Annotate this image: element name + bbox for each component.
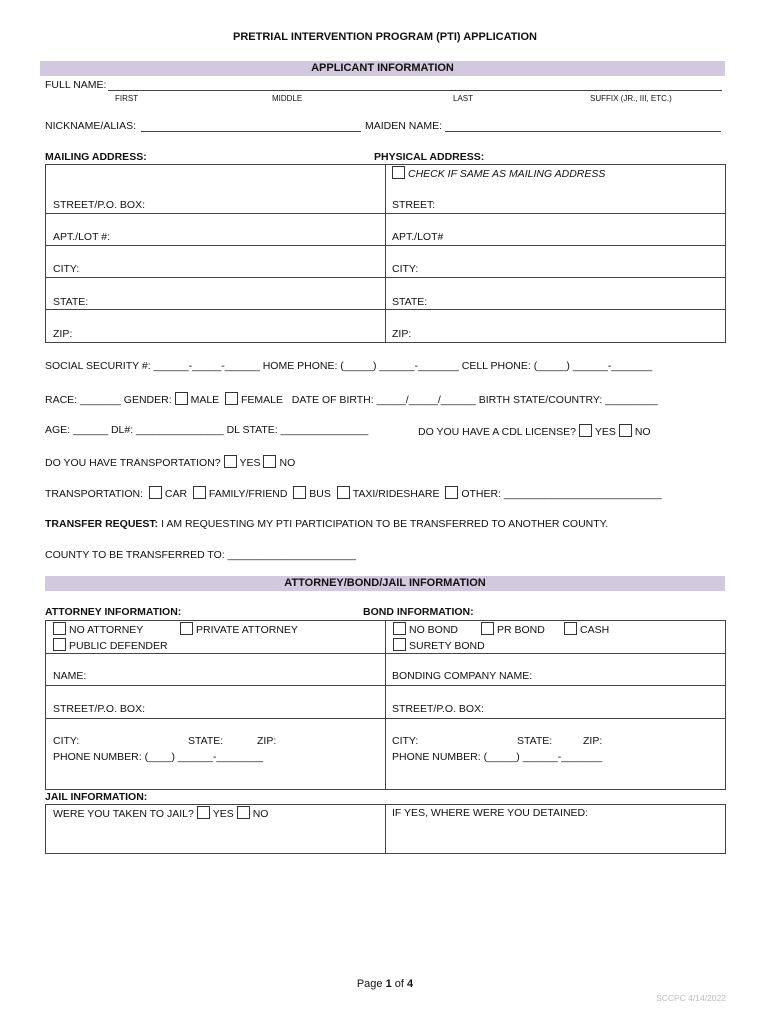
age-dl-line[interactable]: AGE: ______ DL#: _______________ DL STATE: _______________ [45, 424, 369, 436]
female-checkbox[interactable] [225, 392, 238, 405]
taxi-checkbox[interactable] [337, 486, 350, 499]
attorney-state-field[interactable]: STATE: [188, 735, 224, 747]
bond-street-field[interactable]: STREET/P.O. BOX: [392, 703, 484, 715]
bus-label: BUS [309, 488, 331, 500]
no-attorney-option[interactable] [53, 622, 143, 636]
full-name-field[interactable] [108, 90, 722, 91]
transfer-request-label: TRANSFER REQUEST: [45, 518, 159, 530]
cash-bond-option[interactable] [564, 622, 609, 636]
row-divider [45, 653, 725, 654]
female-label: FEMALE [241, 394, 284, 406]
transport-no-label: NO [279, 457, 296, 469]
physical-city-field[interactable]: CITY: [392, 263, 419, 275]
maiden-name-field[interactable] [445, 131, 721, 132]
row-divider [45, 277, 725, 278]
no-attorney-checkbox[interactable] [53, 622, 66, 635]
same-as-mailing-label: CHECK IF SAME AS MAILING ADDRESS [408, 168, 606, 180]
ssn-phone-line[interactable]: SOCIAL SECURITY #: ______-_____-______ HOME PHONE: (_____) ______-_______ CELL PHONE: (_____) ______-_______ [45, 360, 653, 372]
attorney-info-header: ATTORNEY INFORMATION: [45, 606, 182, 618]
transfer-request-line [45, 518, 608, 530]
surety-bond-label: SURETY BOND [409, 640, 485, 652]
jail-yes-label: YES [212, 808, 234, 820]
surety-bond-option[interactable] [393, 638, 485, 652]
transport-question-label: DO YOU HAVE TRANSPORTATION? [45, 457, 221, 469]
no-bond-checkbox[interactable] [393, 622, 406, 635]
private-attorney-label: PRIVATE ATTORNEY [196, 624, 298, 636]
public-defender-checkbox[interactable] [53, 638, 66, 651]
form-title: PRETRIAL INTERVENTION PROGRAM (PTI) APPLICATION [233, 31, 537, 43]
cdl-no-checkbox[interactable] [619, 424, 632, 437]
row-divider [45, 213, 725, 214]
jail-question-label: WERE YOU TAKEN TO JAIL? [53, 808, 194, 820]
cdl-yes-label: YES [594, 426, 616, 438]
transportation-label: TRANSPORTATION: [45, 488, 144, 500]
private-attorney-option[interactable] [180, 622, 298, 636]
jail-no-checkbox[interactable] [237, 806, 250, 819]
bond-city-field[interactable]: CITY: [392, 735, 419, 747]
cdl-no-label: NO [634, 426, 651, 438]
mailing-apt-field[interactable]: APT./LOT #: [53, 231, 110, 243]
bonding-company-field[interactable]: BONDING COMPANY NAME: [392, 670, 533, 682]
dob-birthplace-field[interactable]: DATE OF BIRTH: _____/_____/______ BIRTH STATE/COUNTRY: _________ [291, 394, 658, 406]
car-checkbox[interactable] [149, 486, 162, 499]
attorney-zip-field[interactable]: ZIP: [257, 735, 277, 747]
transport-no-checkbox[interactable] [263, 455, 276, 468]
jail-no-label: NO [252, 808, 269, 820]
car-label: CAR [164, 488, 188, 500]
jail-info-header: JAIL INFORMATION: [45, 791, 148, 803]
attorney-phone-field[interactable]: PHONE NUMBER: (____) ______-________ [53, 751, 264, 763]
page-prefix: Page [356, 978, 386, 990]
transfer-county-field[interactable]: COUNTY TO BE TRANSFERRED TO: ______________________ [45, 549, 357, 561]
mailing-city-field[interactable]: CITY: [53, 263, 80, 275]
row-divider [45, 685, 725, 686]
physical-address-header: PHYSICAL ADDRESS: [374, 151, 485, 163]
nickname-label: NICKNAME/ALIAS: [45, 120, 137, 132]
middle-name-caption: MIDDLE [272, 94, 303, 103]
race-gender-label: RACE: _______ GENDER: [45, 394, 172, 406]
public-defender-option[interactable] [53, 638, 168, 652]
race-gender-line [45, 392, 658, 406]
revision-stamp: SCCPC 4/14/2022 [656, 993, 726, 1003]
last-name-caption: LAST [453, 94, 474, 103]
mailing-address-header: MAILING ADDRESS: [45, 151, 147, 163]
physical-zip-field[interactable]: ZIP: [392, 328, 412, 340]
transport-yes-checkbox[interactable] [224, 455, 237, 468]
pr-bond-option[interactable] [481, 622, 545, 636]
row-divider [45, 718, 725, 719]
attorney-street-field[interactable]: STREET/P.O. BOX: [53, 703, 145, 715]
pr-bond-checkbox[interactable] [481, 622, 494, 635]
first-name-caption: FIRST [115, 94, 139, 103]
nickname-field[interactable] [141, 131, 361, 132]
transportation-line [45, 486, 662, 500]
family-label: FAMILY/FRIEND [208, 488, 288, 500]
transport-yes-label: YES [239, 457, 261, 469]
full-name-label: FULL NAME: [45, 79, 107, 91]
attorney-bond-divider [385, 620, 386, 789]
mailing-street-field[interactable]: STREET/P.O. BOX: [53, 199, 145, 211]
no-attorney-label: NO ATTORNEY [69, 624, 144, 636]
mailing-zip-field[interactable]: ZIP: [53, 328, 73, 340]
row-divider [45, 245, 725, 246]
page-of: of [391, 978, 408, 990]
surety-bond-checkbox[interactable] [393, 638, 406, 651]
bond-info-header: BOND INFORMATION: [363, 606, 474, 618]
mailing-state-field[interactable]: STATE: [53, 296, 89, 308]
suffix-caption: SUFFIX (JR., III, ETC.) [590, 94, 672, 103]
transport-question [45, 455, 295, 469]
bond-zip-field[interactable]: ZIP: [583, 735, 603, 747]
other-checkbox[interactable] [445, 486, 458, 499]
jail-question [53, 806, 268, 820]
other-field[interactable]: OTHER: ___________________________ [461, 488, 662, 500]
cdl-question [418, 424, 651, 438]
maiden-name-label: MAIDEN NAME: [365, 120, 443, 132]
cdl-question-label: DO YOU HAVE A CDL LICENSE? [418, 426, 576, 438]
family-checkbox[interactable] [193, 486, 206, 499]
transfer-request-text: I AM REQUESTING MY PTI PARTICIPATION TO BE TRANSFERRED TO ANOTHER COUNTY. [161, 518, 609, 530]
page-total: 4 [407, 978, 414, 990]
physical-street-field[interactable]: STREET: [392, 199, 436, 211]
physical-apt-field[interactable]: APT./LOT# [392, 231, 444, 243]
same-as-mailing-checkbox[interactable] [392, 166, 405, 179]
male-label: MALE [190, 394, 220, 406]
attorney-name-field[interactable]: NAME: [53, 670, 87, 682]
section-attorney-header: ATTORNEY/BOND/JAIL INFORMATION [45, 576, 725, 591]
cash-bond-checkbox[interactable] [564, 622, 577, 635]
bond-state-field[interactable]: STATE: [517, 735, 553, 747]
male-checkbox[interactable] [175, 392, 188, 405]
page-current: 1 [385, 978, 392, 990]
taxi-label: TAXI/RIDESHARE [352, 488, 440, 500]
bus-checkbox[interactable] [293, 486, 306, 499]
section-applicant-header: APPLICANT INFORMATION [40, 61, 725, 76]
cash-bond-label: CASH [580, 624, 610, 636]
cdl-yes-checkbox[interactable] [579, 424, 592, 437]
physical-state-field[interactable]: STATE: [392, 296, 428, 308]
jail-divider [385, 804, 386, 853]
private-attorney-checkbox[interactable] [180, 622, 193, 635]
attorney-city-field[interactable]: CITY: [53, 735, 80, 747]
no-bond-label: NO BOND [409, 624, 459, 636]
detained-location-field[interactable]: IF YES, WHERE WERE YOU DETAINED: [392, 807, 589, 819]
public-defender-label: PUBLIC DEFENDER [69, 640, 168, 652]
bond-phone-field[interactable]: PHONE NUMBER: (_____) ______-_______ [392, 751, 603, 763]
row-divider [45, 309, 725, 310]
address-divider [385, 164, 386, 342]
no-bond-option[interactable] [393, 622, 458, 636]
page-number [0, 978, 770, 990]
same-as-mailing-option[interactable] [392, 166, 605, 180]
jail-yes-checkbox[interactable] [197, 806, 210, 819]
pr-bond-label: PR BOND [497, 624, 545, 636]
